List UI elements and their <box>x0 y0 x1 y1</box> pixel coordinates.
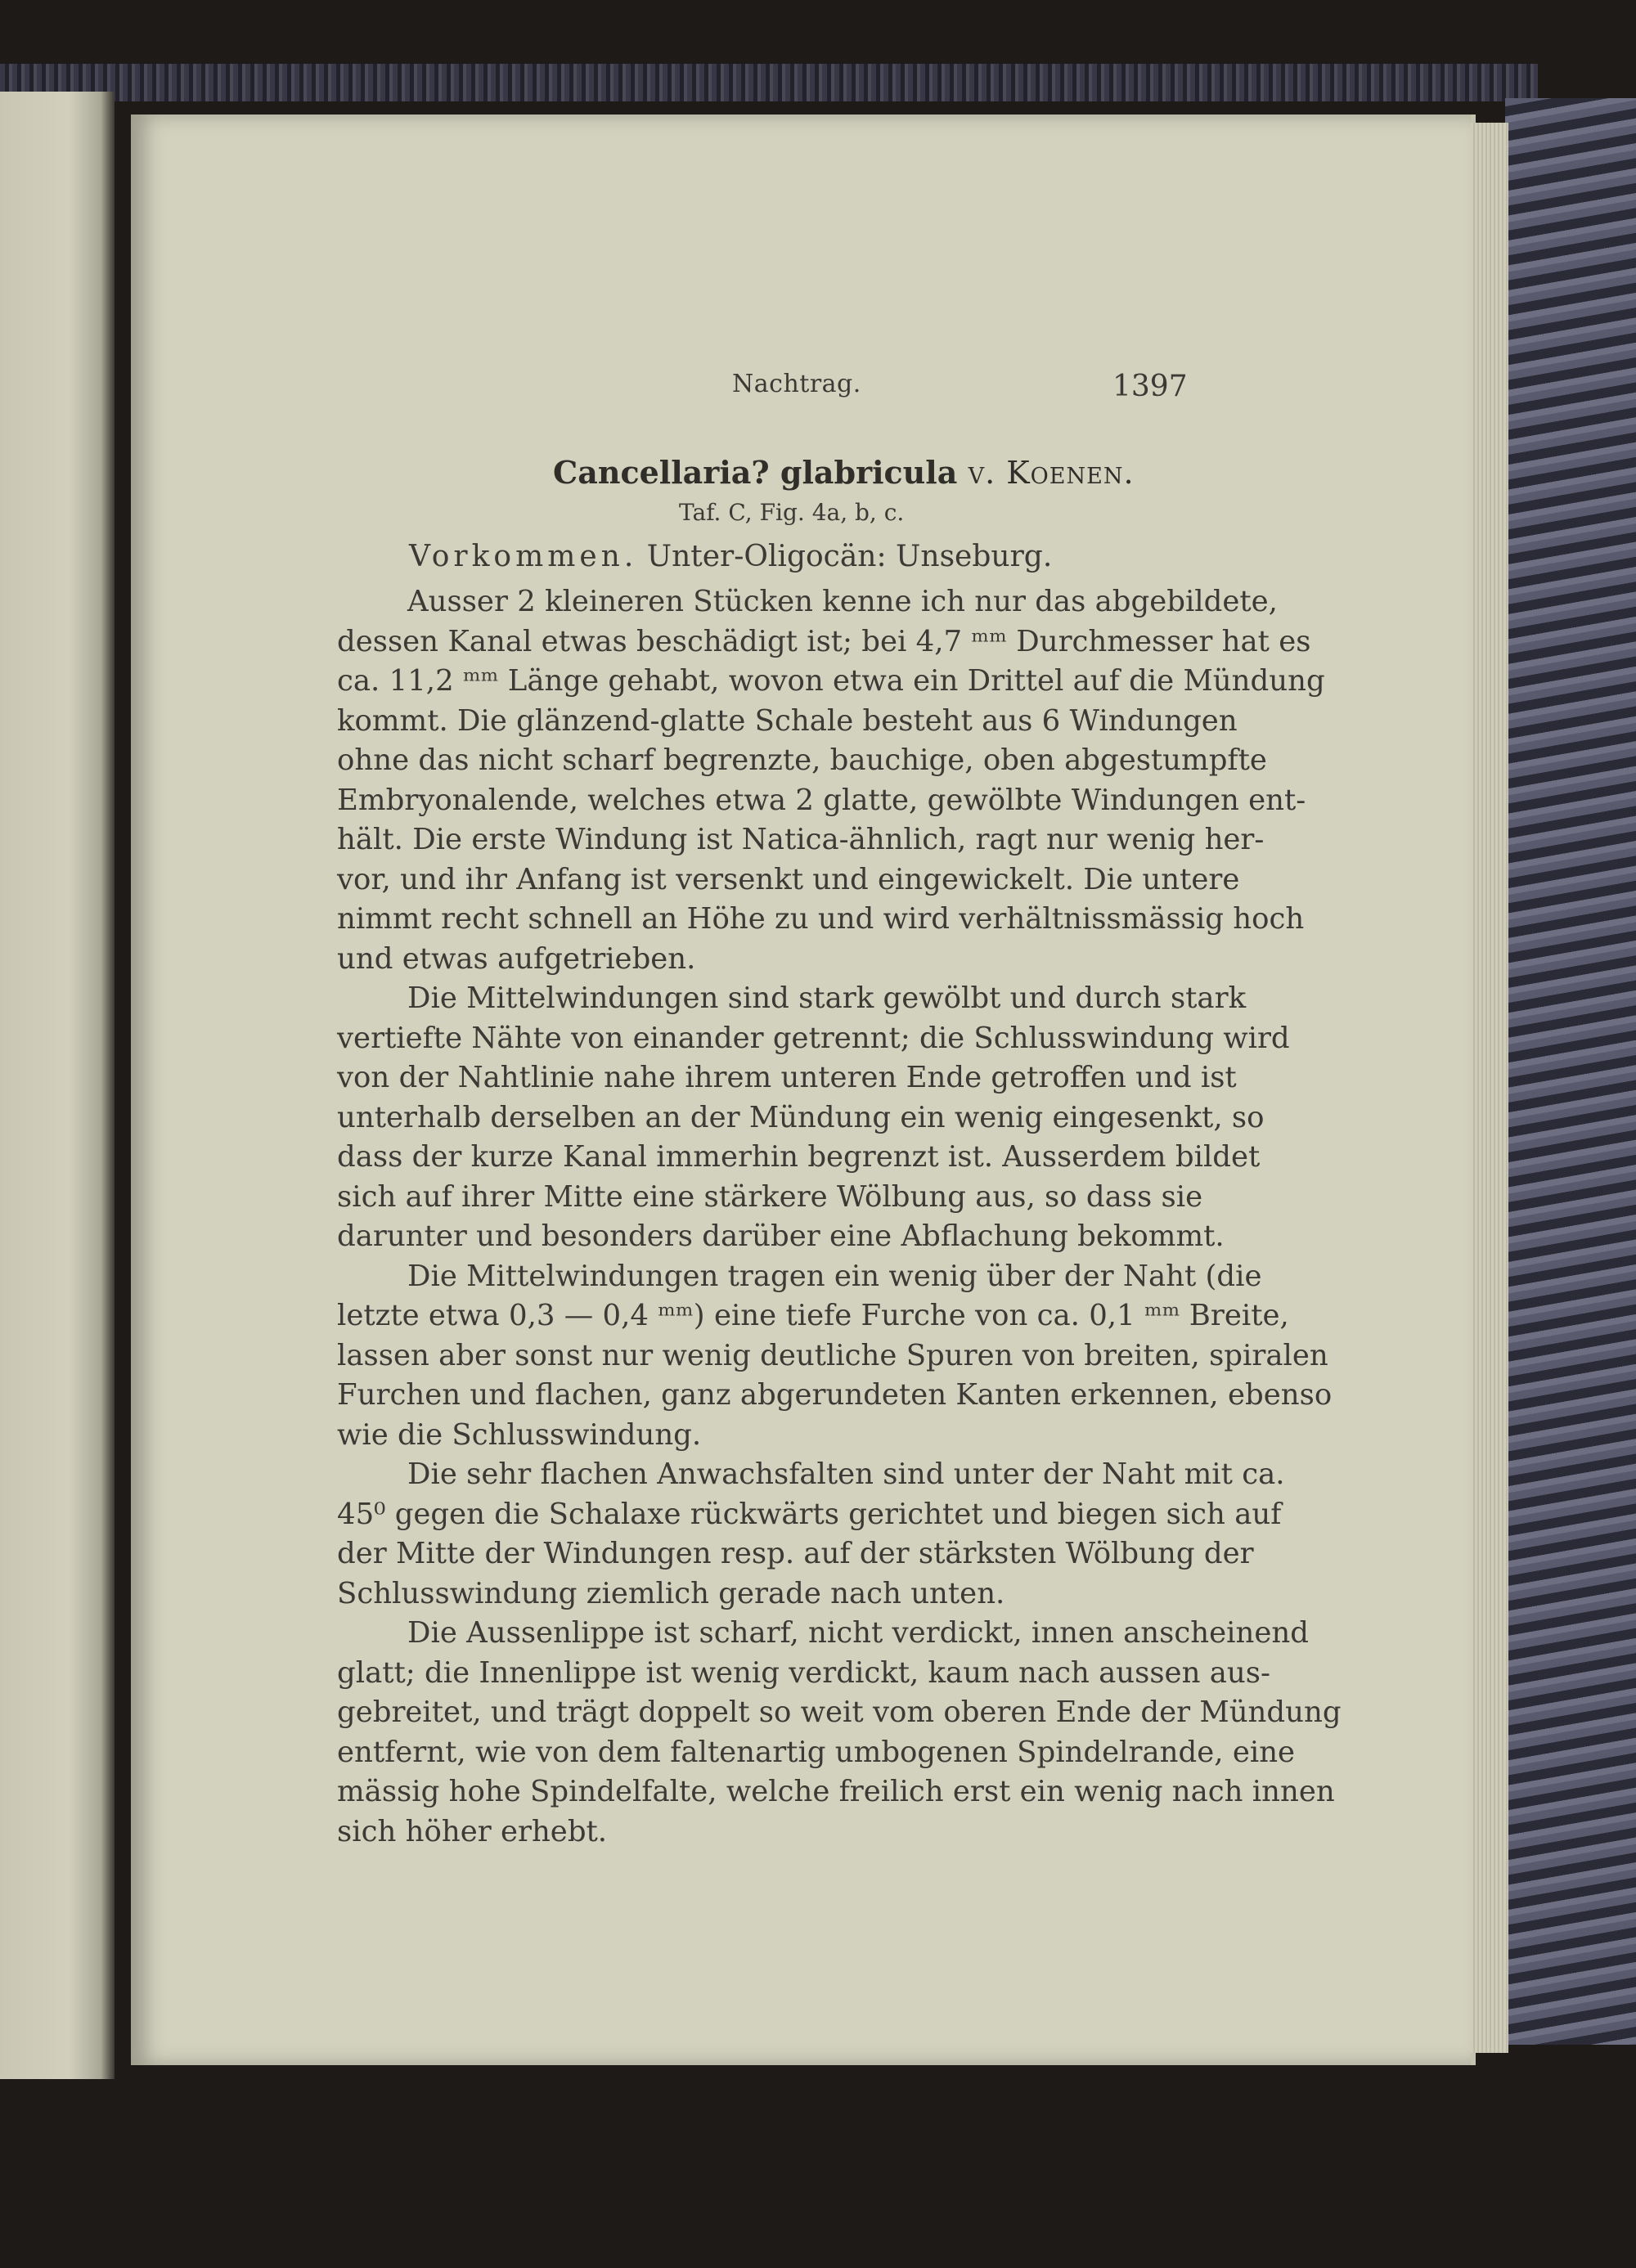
text-line: sich höher erhebt. <box>337 1814 608 1848</box>
text-line: Schlusswindung ziemlich gerade nach unten. <box>337 1576 1005 1610</box>
text-line: gebreitet, und trägt doppelt so weit vom oberen Ende der Mündung <box>337 1695 1342 1729</box>
text-line: Embryonalende, welches etwa 2 glatte, gewölbte Windungen ent- <box>337 783 1306 817</box>
paragraph <box>337 582 1325 979</box>
text-line: 45⁰ gegen die Schalaxe rückwärts gerichtet und biegen sich auf <box>337 1497 1282 1531</box>
text-line: letzte etwa 0,3 — 0,4 ᵐᵐ) eine tiefe Furche von ca. 0,1 ᵐᵐ Breite, <box>337 1299 1289 1332</box>
occurrence-text: Unter-Oligocän: Unseburg. <box>646 540 1053 573</box>
paragraph <box>337 1455 1285 1614</box>
text-line: glatt; die Innenlippe ist wenig verdickt, kaum nach aussen aus- <box>337 1655 1270 1690</box>
book-binding-top <box>0 64 1538 101</box>
occurrence-line <box>409 540 1052 573</box>
page-number: 1397 <box>1112 370 1188 403</box>
text-line: Die Aussenlippe ist scharf, nicht verdickt, innen anscheinend <box>407 1616 1309 1650</box>
text-line: sich auf ihrer Mitte eine stärkere Wölbung aus, so dass sie <box>337 1179 1203 1214</box>
text-line: Ausser 2 kleineren Stücken kenne ich nur das abgebildete, <box>407 585 1278 618</box>
page-stack-edge <box>1471 123 1508 2053</box>
text-line: unterhalb derselben an der Mündung ein wenig eingesenkt, so <box>337 1100 1265 1134</box>
running-head: Nachtrag. <box>732 370 861 398</box>
text-line: nimmt recht schnell an Höhe zu und wird verhältnissmässig hoch <box>337 902 1305 936</box>
text-line: lassen aber sonst nur wenig deutliche Spuren von breiten, spiralen <box>337 1338 1328 1372</box>
paragraph <box>337 1257 1333 1456</box>
plate-reference: Taf. C, Fig. 4a, b, c. <box>679 499 905 526</box>
text-line: wie die Schlusswindung. <box>337 1417 702 1452</box>
text-line: ca. 11,2 ᵐᵐ Länge gehabt, wovon etwa ein Drittel auf die Mündung <box>337 664 1325 698</box>
species-title <box>553 454 1135 491</box>
text-line: entfernt, wie von dem faltenartig umbogenen Spindelrande, eine <box>337 1735 1296 1769</box>
paragraph <box>337 1614 1342 1852</box>
text-line: vor, und ihr Anfang ist versenkt und eingewickelt. Die untere <box>337 862 1240 896</box>
text-line: Die Mittelwindungen tragen ein wenig über der Naht (die <box>407 1259 1262 1293</box>
body-text <box>337 582 1342 1852</box>
text-line: kommt. Die glänzend-glatte Schale besteht aus 6 Windungen <box>337 703 1238 738</box>
species-name: Cancellaria? glabricula <box>553 454 958 491</box>
text-line: dessen Kanal etwas beschädigt ist; bei 4,7 ᵐᵐ Durchmesser hat es <box>337 624 1311 658</box>
text-line: mässig hohe Spindelfalte, welche freilich erst ein wenig nach innen <box>337 1775 1335 1808</box>
book-cover-edge <box>1505 98 1636 2045</box>
paragraph <box>337 979 1290 1257</box>
text-line: vertiefte Nähte von einander getrennt; die Schlusswindung wird <box>337 1021 1290 1055</box>
left-page-edge <box>0 92 115 2079</box>
text-line: von der Nahtlinie nahe ihrem unteren Ende getroffen und ist <box>337 1061 1237 1094</box>
text-line: dass der kurze Kanal immerhin begrenzt ist. Ausserdem bildet <box>337 1140 1261 1174</box>
text-line: und etwas aufgetrieben. <box>337 941 696 976</box>
species-author: v. Koenen. <box>968 455 1135 491</box>
text-line: Die sehr flachen Anwachsfalten sind unter der Naht mit ca. <box>407 1457 1285 1491</box>
text-line: ohne das nicht scharf begrenzte, bauchige, oben abgestumpfte <box>337 743 1267 777</box>
text-line: Furchen und flachen, ganz abgerundeten Kanten erkennen, ebenso <box>337 1378 1333 1412</box>
text-line: der Mitte der Windungen resp. auf der stärksten Wölbung der <box>337 1537 1254 1570</box>
text-line: Die Mittelwindungen sind stark gewölbt und durch stark <box>407 981 1247 1015</box>
occurrence-label: Vorkommen. <box>409 540 638 573</box>
text-line: darunter und besonders darüber eine Abflachung bekommt. <box>337 1219 1225 1253</box>
text-line: hält. Die erste Windung ist Natica-ähnlich, ragt nur wenig her- <box>337 823 1265 856</box>
